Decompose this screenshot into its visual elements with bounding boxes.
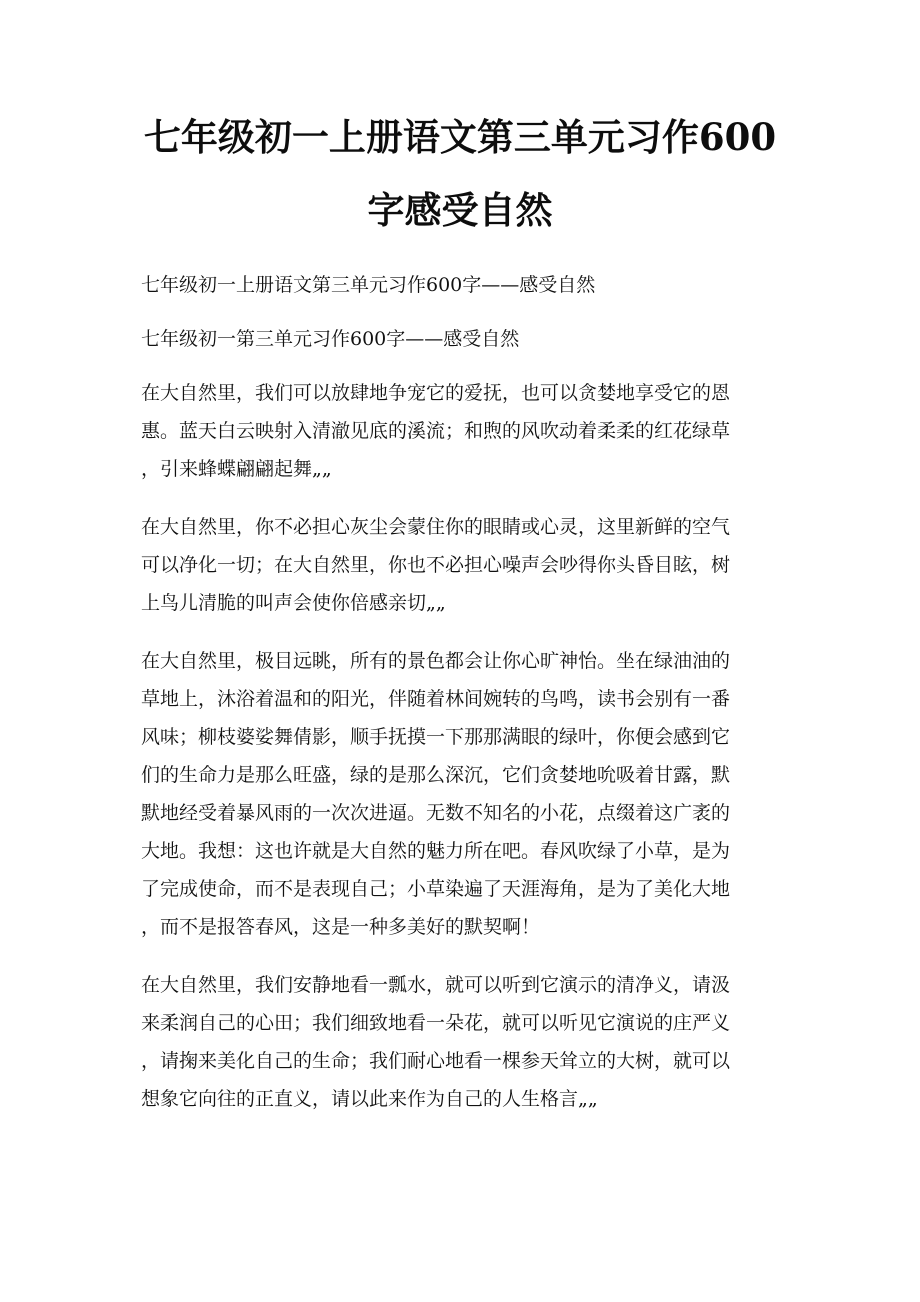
subtitle-2: 七年级初一第三单元习作600字——感受自然 (141, 328, 520, 350)
paragraph-line: 在大自然里，极目远眺，所有的景色都会让你心旷神怡。坐在绿油油的 (141, 650, 731, 672)
paragraph-line: ，而不是报答春风，这是一种多美好的默契啊！ (141, 916, 541, 938)
paragraph-line: 风味；柳枝婆娑舞倩影，顺手抚摸一下那那满眼的绿叶，你便会感到它 (141, 726, 731, 748)
paragraph-line: 惠。蓝天白云映射入清澈见底的溪流；和煦的风吹动着柔柔的红花绿草 (141, 420, 731, 442)
paragraph-line: ，请掬来美化自己的生命；我们耐心地看一棵参天耸立的大树，就可以 (141, 1050, 731, 1072)
paragraph-line: 在大自然里，我们可以放肆地争宠它的爱抚，也可以贪婪地享受它的恩 (141, 382, 731, 404)
paragraph-line: 们的生命力是那么旺盛，绿的是那么深沉，它们贪婪地吮吸着甘露，默 (141, 764, 731, 786)
paragraph-line: 大地。我想：这也许就是大自然的魅力所在吧。春风吹绿了小草，是为 (141, 840, 731, 862)
paragraph-line: 默地经受着暴风雨的一次次进逼。无数不知名的小花，点缀着这广袤的 (141, 802, 731, 824)
paragraph-line: 草地上，沐浴着温和的阳光，伴随着林间婉转的鸟鸣，读书会别有一番 (141, 688, 731, 710)
document-title-line-2: 字感受自然 (367, 188, 553, 232)
paragraph-line: 想象它向往的正直义，请以此来作为自己的人生格言„„ (141, 1088, 598, 1110)
paragraph-line: ，引来蜂蝶翩翩起舞„„ (141, 458, 332, 480)
document-title-line-1: 七年级初一上册语文第三单元习作600 (143, 115, 777, 159)
subtitle-1: 七年级初一上册语文第三单元习作600字——感受自然 (141, 274, 596, 296)
paragraph-line: 可以净化一切；在大自然里，你也不必担心噪声会吵得你头昏目眩，树 (141, 554, 731, 576)
paragraph-line: 了完成使命，而不是表现自己；小草染遍了天涯海角，是为了美化大地 (141, 878, 731, 900)
paragraph-line: 在大自然里，我们安静地看一瓢水，就可以听到它演示的清净义，请汲 (141, 974, 731, 996)
paragraph-line: 上鸟儿清脆的叫声会使你倍感亲切„„ (141, 592, 446, 614)
paragraph-line: 来柔润自己的心田；我们细致地看一朵花，就可以听见它演说的庄严义 (141, 1012, 731, 1034)
paragraph-line: 在大自然里，你不必担心灰尘会蒙住你的眼睛或心灵，这里新鲜的空气 (141, 516, 731, 538)
